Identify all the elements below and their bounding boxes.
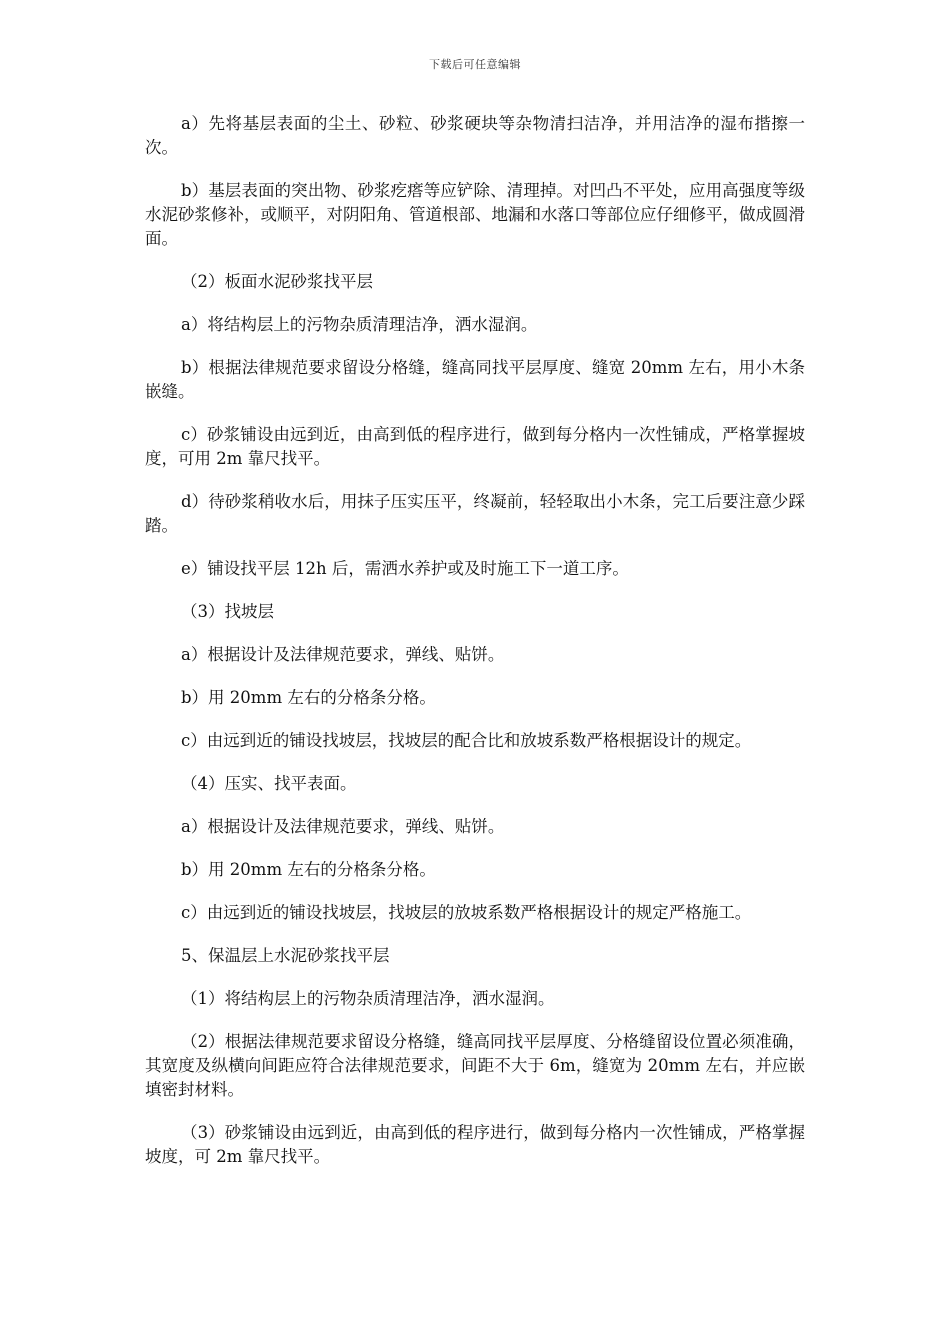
section-heading-3: （3）找坡层 xyxy=(181,602,274,621)
paragraph-6: d）待砂浆稍收水后，用抹子压实压平，终凝前，轻轻取出小木条，完工后要注意少踩踏。 xyxy=(145,492,805,535)
paragraph-5: c）砂浆铺设由远到近，由高到低的程序进行，做到每分格内一次性铺成，严格掌握坡度，可用 2m 靠尺找平。 xyxy=(145,425,805,468)
paragraph-4: b）根据法律规范要求留设分格缝，缝高同找平层厚度、缝宽 20mm 左右，用小木条嵌缝。 xyxy=(145,358,805,401)
paragraph-9: b）用 20mm 左右的分格条分格。 xyxy=(181,688,436,707)
paragraph-7: e）铺设找平层 12h 后，需洒水养护或及时施工下一道工序。 xyxy=(181,559,629,578)
section-heading-5: 5、保温层上水泥砂浆找平层 xyxy=(181,946,390,965)
paragraph-10: c）由远到近的铺设找坡层，找坡层的配合比和放坡系数严格根据设计的规定。 xyxy=(181,731,752,750)
paragraph-8: a）根据设计及法律规范要求，弹线、贴饼。 xyxy=(181,645,505,664)
page-header: 下载后可任意编辑 xyxy=(429,58,521,71)
paragraph-14: （1）将结构层上的污物杂质清理洁净，洒水湿润。 xyxy=(181,989,555,1008)
document-body xyxy=(145,112,805,1188)
paragraph-3: a）将结构层上的污物杂质清理洁净，洒水湿润。 xyxy=(181,315,538,334)
paragraph-15: （2）根据法律规范要求留设分格缝，缝高同找平层厚度、分格缝留设位置必须准确，其宽度及纵横向间距应符合法律规范要求，间距不大于 6m，缝宽为 20mm 左右，并应嵌填密封材料。 xyxy=(145,1032,805,1099)
paragraph-13: c）由远到近的铺设找坡层，找坡层的放坡系数严格根据设计的规定严格施工。 xyxy=(181,903,752,922)
section-heading-2: （2）板面水泥砂浆找平层 xyxy=(181,272,373,291)
paragraph-16: （3）砂浆铺设由远到近，由高到低的程序进行，做到每分格内一次性铺成，严格掌握坡度，可 2m 靠尺找平。 xyxy=(145,1123,805,1166)
paragraph-1: a）先将基层表面的尘土、砂粒、砂浆硬块等杂物清扫洁净，并用洁净的湿布揩擦一次。 xyxy=(145,114,805,157)
paragraph-12: b）用 20mm 左右的分格条分格。 xyxy=(181,860,436,879)
paragraph-2: b）基层表面的突出物、砂浆疙瘩等应铲除、清理掉。对凹凸不平处，应用高强度等级水泥砂浆修补，或顺平，对阴阳角、管道根部、地漏和水落口等部位应仔细修平，做成圆滑面。 xyxy=(145,181,805,248)
section-heading-4: （4）压实、找平表面。 xyxy=(181,774,357,793)
paragraph-11: a）根据设计及法律规范要求，弹线、贴饼。 xyxy=(181,817,505,836)
